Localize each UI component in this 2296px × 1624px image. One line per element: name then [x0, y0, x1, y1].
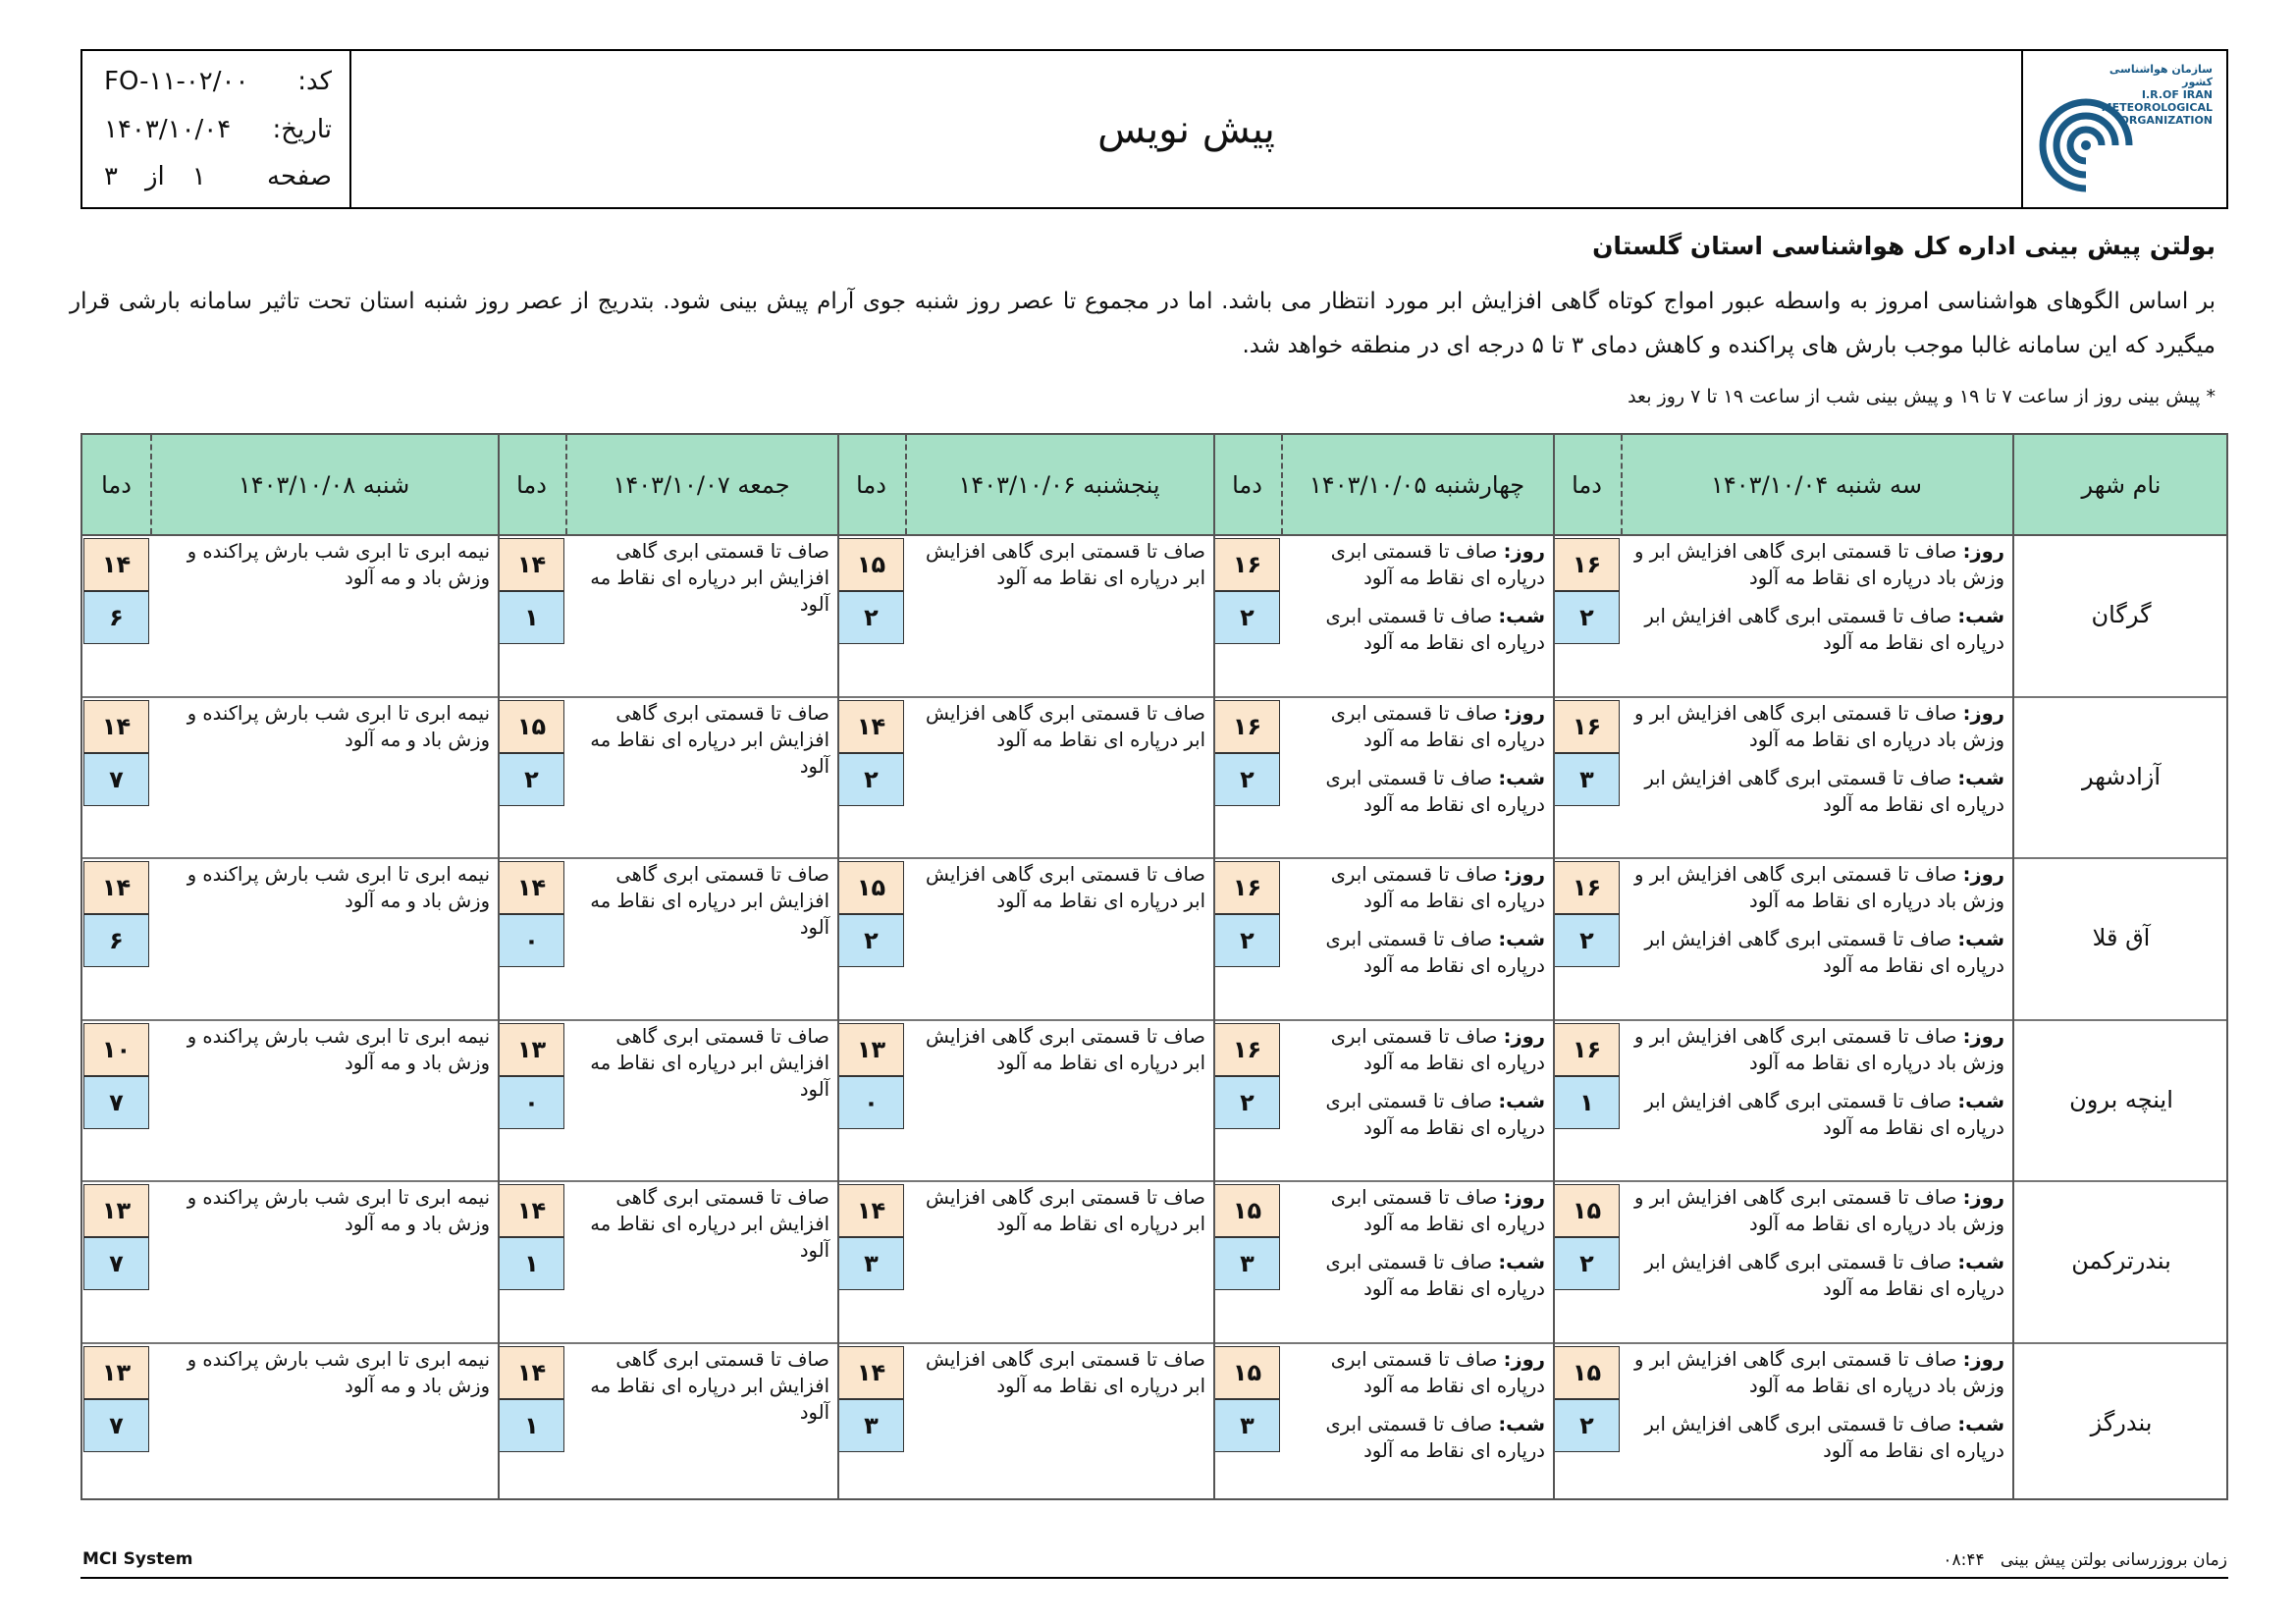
day-column-header: سه شنبه ۱۴۰۳/۱۰/۰۴: [1711, 470, 1922, 499]
min-temperature: ۲: [1214, 753, 1280, 806]
min-temperature: ۲: [1554, 1399, 1620, 1452]
day-column-header: پنجشنبه ۱۴۰۳/۱۰/۰۶: [958, 470, 1160, 499]
min-temperature: ۱: [499, 1399, 564, 1452]
min-temperature: ۲: [1214, 914, 1280, 967]
day-label: روز:: [1503, 863, 1545, 886]
forecast-description: صاف تا قسمتی ابری گاهی افزایش ابر درپاره ای نقاط مه آلود: [925, 1024, 1205, 1074]
night-forecast-text: صاف تا قسمتی ابری گاهی افزایش ابر درپاره ای نقاط مه آلود: [1644, 605, 2004, 654]
max-temperature: ۱۵: [1554, 1184, 1620, 1237]
logo-line-fa: سازمان هواشناسی کشور: [2109, 63, 2213, 88]
day-label: روز:: [1503, 1024, 1545, 1048]
forecast-description: [1627, 1346, 2004, 1464]
min-temperature: ۲: [499, 753, 564, 806]
day-forecast: [1627, 700, 2004, 753]
max-temperature: ۱۶: [1214, 1023, 1280, 1076]
forecast-description: صاف تا قسمتی ابری گاهی افزایش ابر درپاره ای نقاط مه آلود: [925, 1186, 1205, 1235]
forecast-description: صاف تا قسمتی ابری گاهی افزایش ابر درپاره ای نقاط مه آلود: [925, 1347, 1205, 1397]
max-temperature: ۱۴: [83, 538, 149, 591]
city-name: آق قلا: [2092, 924, 2151, 952]
night-label: شب:: [1957, 928, 2004, 950]
forecast-description: [1287, 538, 1545, 656]
forecast-description: صاف تا قسمتی ابری گاهی افزایش ابر درپاره ای نقاط مه آلود: [925, 701, 1205, 751]
forecast-time-note: * پیش بینی روز از ساعت ۷ تا ۱۹ و پیش بینی شب از ساعت ۱۹ تا ۷ روز بعد: [1628, 386, 2216, 407]
day-label: روز:: [1962, 701, 2004, 725]
max-temperature: ۱۴: [499, 1184, 564, 1237]
max-temperature: ۱۴: [499, 861, 564, 914]
night-forecast: [1627, 1249, 2004, 1302]
forecast-description: [1627, 538, 2004, 656]
min-temperature: ۷: [83, 1237, 149, 1290]
night-forecast: [1627, 603, 2004, 656]
forecast-description: صاف تا قسمتی ابری گاهی افزایش ابر درپاره ای نقاط مه آلود: [925, 863, 1205, 912]
day-forecast: [1287, 1346, 1545, 1399]
max-temperature: ۱۴: [838, 700, 904, 753]
forecast-description: نیمه ابری تا ابری شب بارش پراکنده و وزش باد و مه آلود: [187, 863, 490, 912]
logo-line-3: ORGANIZATION: [2119, 114, 2213, 127]
bulletin-body: بر اساس الگوهای هواشناسی امروز به واسطه عبور امواج کوتاه گاهی افزایش ابر مورد انتظار می باشد. اما در مجموع تا عصر روز شنبه جوی آرام پیش بینی شود. بتدریج از عصر روز شنبه استان تحت تاثیر سامانه بارشی قرار میگیرد که این سامانه غالبا موجب بارش های پراکنده و کاهش دمای ۳ تا ۵ درجه ای در منطقه خواهد شد.: [70, 289, 2216, 358]
day-forecast-text: صاف تا قسمتی ابری درپاره ای نقاط مه آلود: [1330, 701, 1545, 751]
max-temperature: ۱۵: [1554, 1346, 1620, 1399]
bulletin-title: بولتن پیش بینی اداره کل هواشناسی استان گلستان: [1592, 232, 2216, 260]
min-temperature: ۷: [83, 1076, 149, 1129]
day-forecast-text: صاف تا قسمتی ابری درپاره ای نقاط مه آلود: [1330, 1186, 1545, 1235]
day-forecast: [1287, 1023, 1545, 1076]
header-dashed-divider: [565, 435, 567, 534]
day-forecast: [1287, 1184, 1545, 1237]
forecast-description: نیمه ابری تا ابری شب بارش پراکنده و وزش باد و مه آلود: [187, 1347, 490, 1397]
document-header: [80, 49, 2228, 209]
night-label: شب:: [1498, 605, 1545, 627]
night-forecast-text: صاف تا قسمتی ابری گاهی افزایش ابر درپاره ای نقاط مه آلود: [1644, 1412, 2004, 1462]
night-forecast: [1627, 1088, 2004, 1141]
day-forecast-text: صاف تا قسمتی ابری گاهی افزایش ابر و وزش باد درپاره ای نقاط مه آلود: [1633, 863, 2004, 912]
table-row: [82, 1019, 2226, 1183]
min-temperature: ۳: [838, 1399, 904, 1452]
day-label: روز:: [1503, 701, 1545, 725]
column-divider: [2012, 435, 2014, 1498]
column-divider: [837, 435, 839, 1498]
max-temperature: ۱۴: [838, 1346, 904, 1399]
city-name: گرگان: [2091, 601, 2152, 629]
min-temperature: ۲: [1214, 1076, 1280, 1129]
min-temperature: ۳: [838, 1237, 904, 1290]
min-temperature: ۶: [83, 914, 149, 967]
min-temperature: ۲: [1554, 1237, 1620, 1290]
night-forecast-text: صاف تا قسمتی ابری درپاره ای نقاط مه آلود: [1325, 605, 1545, 654]
forecast-description: [1627, 1023, 2004, 1141]
table-row: [82, 534, 2226, 698]
min-temperature: ۰: [499, 1076, 564, 1129]
forecast-description: [1287, 1346, 1545, 1464]
page-indicator: [104, 162, 206, 191]
day-forecast: [1627, 1023, 2004, 1076]
min-temperature: ۳: [1214, 1237, 1280, 1290]
forecast-description: نیمه ابری تا ابری شب بارش پراکنده و وزش باد و مه آلود: [187, 540, 490, 589]
day-label: روز:: [1503, 1347, 1545, 1371]
forecast-description: [1287, 861, 1545, 979]
temperature-column-header: دما: [1232, 470, 1262, 499]
date-value: ۱۴۰۳/۱۰/۰۴: [104, 115, 232, 144]
day-forecast-text: صاف تا قسمتی ابری گاهی افزایش ابر و وزش باد درپاره ای نقاط مه آلود: [1633, 701, 2004, 751]
max-temperature: ۱۴: [499, 538, 564, 591]
max-temperature: ۱۴: [83, 700, 149, 753]
night-forecast: [1287, 1411, 1545, 1464]
max-temperature: ۱۵: [1214, 1346, 1280, 1399]
night-forecast: [1287, 926, 1545, 979]
header-dashed-divider: [905, 435, 907, 534]
night-label: شب:: [1498, 1412, 1545, 1435]
header-dashed-divider: [1281, 435, 1283, 534]
min-temperature: ۱: [499, 1237, 564, 1290]
night-forecast-text: صاف تا قسمتی ابری گاهی افزایش ابر درپاره ای نقاط مه آلود: [1644, 1089, 2004, 1139]
header-dashed-divider: [150, 435, 152, 534]
max-temperature: ۱۳: [83, 1184, 149, 1237]
day-forecast-text: صاف تا قسمتی ابری درپاره ای نقاط مه آلود: [1330, 1024, 1545, 1074]
min-temperature: ۲: [838, 591, 904, 644]
day-label: روز:: [1962, 1347, 2004, 1371]
forecast-description: صاف تا قسمتی ابری گاهی افزایش ابر درپاره ای نقاط مه آلود: [590, 1186, 829, 1262]
footer-update-label: زمان بروزرسانی بولتن پیش بینی: [2000, 1550, 2227, 1570]
min-temperature: ۱: [499, 591, 564, 644]
night-label: شب:: [1957, 1251, 2004, 1273]
logo-text: [2085, 63, 2213, 127]
forecast-description: نیمه ابری تا ابری شب بارش پراکنده و وزش باد و مه آلود: [187, 1186, 490, 1235]
forecast-description: صاف تا قسمتی ابری گاهی افزایش ابر درپاره ای نقاط مه آلود: [590, 1024, 829, 1101]
max-temperature: ۱۶: [1214, 700, 1280, 753]
night-label: شب:: [1498, 928, 1545, 950]
footer-rule: [80, 1577, 2228, 1579]
min-temperature: ۲: [838, 914, 904, 967]
min-temperature: ۰: [499, 914, 564, 967]
column-divider: [1213, 435, 1215, 1498]
day-label: روز:: [1962, 1024, 2004, 1048]
day-label: روز:: [1962, 1186, 2004, 1209]
table-row: [82, 1180, 2226, 1344]
night-label: شب:: [1498, 1089, 1545, 1112]
day-forecast-text: صاف تا قسمتی ابری گاهی افزایش ابر و وزش باد درپاره ای نقاط مه آلود: [1633, 540, 2004, 589]
table-row: [82, 1342, 2226, 1504]
night-forecast-text: صاف تا قسمتی ابری درپاره ای نقاط مه آلود: [1325, 1089, 1545, 1139]
forecast-description: صاف تا قسمتی ابری گاهی افزایش ابر درپاره ای نقاط مه آلود: [925, 540, 1205, 589]
code-label: کد:: [297, 67, 332, 96]
day-forecast: [1627, 861, 2004, 914]
logo-line-1: I.R.OF IRAN: [2141, 88, 2213, 101]
min-temperature: ۲: [1554, 591, 1620, 644]
day-forecast-text: صاف تا قسمتی ابری درپاره ای نقاط مه آلود: [1330, 863, 1545, 912]
code-value: FO-۱۱-۰۲/۰۰: [104, 67, 249, 96]
day-forecast: [1287, 700, 1545, 753]
max-temperature: ۱۴: [838, 1184, 904, 1237]
max-temperature: ۱۴: [499, 1346, 564, 1399]
night-label: شب:: [1957, 1412, 2004, 1435]
footer-system-name: MCI System: [82, 1549, 193, 1569]
forecast-description: صاف تا قسمتی ابری گاهی افزایش ابر درپاره ای نقاط مه آلود: [590, 540, 829, 616]
night-forecast-text: صاف تا قسمتی ابری درپاره ای نقاط مه آلود: [1325, 1251, 1545, 1300]
header-dashed-divider: [1621, 435, 1623, 534]
day-label: روز:: [1962, 863, 2004, 886]
night-forecast: [1627, 765, 2004, 818]
night-label: شب:: [1957, 1089, 2004, 1112]
night-forecast-text: صاف تا قسمتی ابری درپاره ای نقاط مه آلود: [1325, 1412, 1545, 1462]
forecast-description: [1627, 1184, 2004, 1302]
min-temperature: ۲: [1214, 591, 1280, 644]
night-forecast-text: صاف تا قسمتی ابری گاهی افزایش ابر درپاره ای نقاط مه آلود: [1644, 766, 2004, 816]
max-temperature: ۱۳: [499, 1023, 564, 1076]
day-column-header: شنبه ۱۴۰۳/۱۰/۰۸: [238, 470, 410, 499]
night-forecast: [1287, 1249, 1545, 1302]
logo-cell: [2021, 51, 2226, 207]
day-column-header: جمعه ۱۴۰۳/۱۰/۰۷: [613, 470, 790, 499]
max-temperature: ۱۶: [1554, 700, 1620, 753]
table-header-row: [82, 435, 2226, 536]
forecast-description: [1627, 861, 2004, 979]
max-temperature: ۱۳: [83, 1346, 149, 1399]
meta-page-row: [104, 162, 332, 191]
night-forecast-text: صاف تا قسمتی ابری درپاره ای نقاط مه آلود: [1325, 928, 1545, 977]
max-temperature: ۱۶: [1554, 861, 1620, 914]
max-temperature: ۱۶: [1214, 538, 1280, 591]
day-forecast: [1627, 1346, 2004, 1399]
forecast-description: نیمه ابری تا ابری شب بارش پراکنده و وزش باد و مه آلود: [187, 701, 490, 751]
date-label: تاریخ:: [272, 115, 332, 144]
min-temperature: ۰: [838, 1076, 904, 1129]
forecast-description: نیمه ابری تا ابری شب بارش پراکنده و وزش باد و مه آلود: [187, 1024, 490, 1074]
page-title: پیش نویس: [1097, 106, 1275, 152]
night-forecast: [1627, 1411, 2004, 1464]
max-temperature: ۱۵: [838, 538, 904, 591]
day-forecast: [1287, 861, 1545, 914]
page-of: از: [144, 162, 165, 191]
temperature-column-header: دما: [1572, 470, 1602, 499]
temperature-column-header: دما: [101, 470, 132, 499]
footer-update-time: [1943, 1550, 2227, 1570]
night-forecast: [1287, 765, 1545, 818]
max-temperature: ۱۵: [838, 861, 904, 914]
night-label: شب:: [1498, 1251, 1545, 1273]
city-column-header: نام شهر: [2081, 470, 2162, 499]
forecast-table: [80, 433, 2228, 1500]
forecast-description: [1287, 1023, 1545, 1141]
temperature-column-header: دما: [856, 470, 886, 499]
max-temperature: ۱۶: [1554, 1023, 1620, 1076]
min-temperature: ۱: [1554, 1076, 1620, 1129]
forecast-description: صاف تا قسمتی ابری گاهی افزایش ابر درپاره ای نقاط مه آلود: [590, 1347, 829, 1424]
forecast-description: صاف تا قسمتی ابری گاهی افزایش ابر درپاره ای نقاط مه آلود: [590, 701, 829, 778]
page-total: ۳: [104, 162, 118, 191]
page-label: صفحه: [267, 162, 332, 191]
forecast-description: صاف تا قسمتی ابری گاهی افزایش ابر درپاره ای نقاط مه آلود: [590, 863, 829, 939]
night-label: شب:: [1957, 605, 2004, 627]
day-forecast-text: صاف تا قسمتی ابری گاهی افزایش ابر و وزش باد درپاره ای نقاط مه آلود: [1633, 1347, 2004, 1397]
min-temperature: ۳: [1214, 1399, 1280, 1452]
day-label: روز:: [1503, 540, 1545, 563]
max-temperature: ۱۰: [83, 1023, 149, 1076]
min-temperature: ۲: [1554, 914, 1620, 967]
footer-update-value: ۰۸:۴۴: [1943, 1550, 1985, 1570]
night-label: شب:: [1957, 766, 2004, 789]
temperature-column-header: دما: [516, 470, 547, 499]
meta-code-row: [104, 67, 332, 96]
min-temperature: ۷: [83, 1399, 149, 1452]
day-forecast-text: صاف تا قسمتی ابری گاهی افزایش ابر و وزش باد درپاره ای نقاط مه آلود: [1633, 1186, 2004, 1235]
night-forecast: [1287, 603, 1545, 656]
column-divider: [1553, 435, 1555, 1498]
night-forecast-text: صاف تا قسمتی ابری درپاره ای نقاط مه آلود: [1325, 766, 1545, 816]
night-forecast-text: صاف تا قسمتی ابری گاهی افزایش ابر درپاره ای نقاط مه آلود: [1644, 928, 2004, 977]
city-name: بندرترکمن: [2071, 1247, 2171, 1275]
forecast-description: [1287, 1184, 1545, 1302]
table-row: [82, 696, 2226, 860]
night-forecast-text: صاف تا قسمتی ابری گاهی افزایش ابر درپاره ای نقاط مه آلود: [1644, 1251, 2004, 1300]
max-temperature: ۱۵: [1214, 1184, 1280, 1237]
max-temperature: ۱۶: [1554, 538, 1620, 591]
max-temperature: ۱۴: [83, 861, 149, 914]
day-forecast-text: صاف تا قسمتی ابری گاهی افزایش ابر و وزش باد درپاره ای نقاط مه آلود: [1633, 1024, 2004, 1074]
min-temperature: ۶: [83, 591, 149, 644]
day-forecast-text: صاف تا قسمتی ابری درپاره ای نقاط مه آلود: [1330, 540, 1545, 589]
day-forecast-text: صاف تا قسمتی ابری درپاره ای نقاط مه آلود: [1330, 1347, 1545, 1397]
logo-line-2: METEOROLOGICAL: [2101, 101, 2213, 114]
forecast-description: [1287, 700, 1545, 818]
max-temperature: ۱۳: [838, 1023, 904, 1076]
day-label: روز:: [1962, 540, 2004, 563]
day-forecast: [1287, 538, 1545, 591]
table-row: [82, 857, 2226, 1021]
min-temperature: ۲: [838, 753, 904, 806]
document-meta: [82, 51, 351, 207]
city-name: آزادشهر: [2081, 762, 2162, 790]
night-forecast: [1627, 926, 2004, 979]
page-number: ۱: [191, 162, 206, 191]
min-temperature: ۷: [83, 753, 149, 806]
night-forecast: [1287, 1088, 1545, 1141]
max-temperature: ۱۶: [1214, 861, 1280, 914]
day-forecast: [1627, 1184, 2004, 1237]
max-temperature: ۱۵: [499, 700, 564, 753]
column-divider: [498, 435, 500, 1498]
night-label: شب:: [1498, 766, 1545, 789]
city-name: بندرگز: [2090, 1408, 2153, 1436]
min-temperature: ۳: [1554, 753, 1620, 806]
meta-date-row: [104, 115, 332, 144]
day-label: روز:: [1503, 1186, 1545, 1209]
city-name: اینچه برون: [2069, 1085, 2173, 1113]
day-column-header: چهارشنبه ۱۴۰۳/۱۰/۰۵: [1308, 470, 1525, 499]
forecast-description: [1627, 700, 2004, 818]
day-forecast: [1627, 538, 2004, 591]
